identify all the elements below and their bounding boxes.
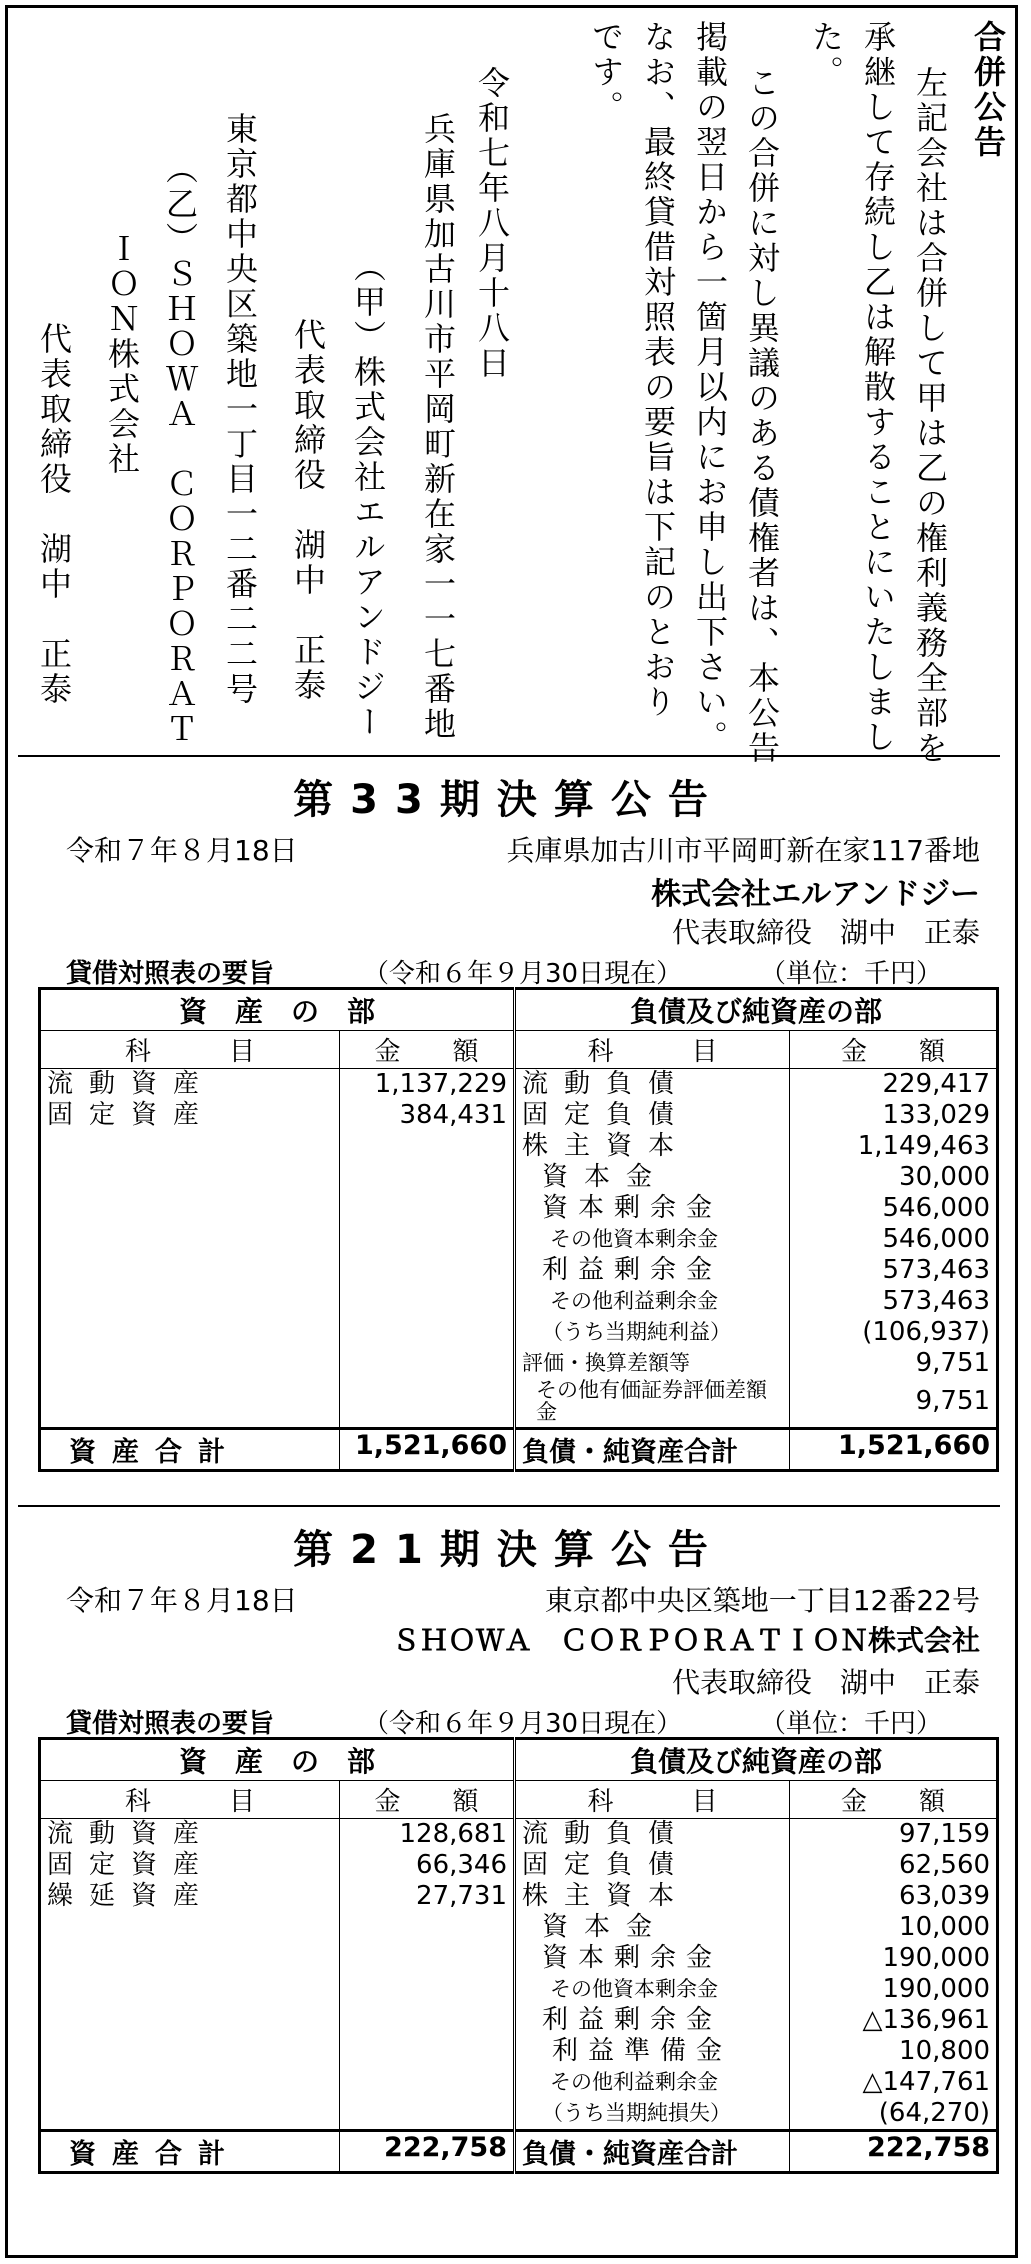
- bs-representative: 代表取締役 湖中 正泰: [671, 1666, 980, 1699]
- liabilities-section-header: 負債及び純資産の部: [515, 1739, 998, 1781]
- bs-date-address-line: [18, 825, 1000, 869]
- col-item-header: 科 目: [515, 1031, 790, 1069]
- liability-label: その他資本剰余金: [515, 1224, 790, 1255]
- asset-label: 固定資産: [47, 1850, 216, 1880]
- asset-label: 固定資産: [47, 1100, 216, 1130]
- liability-label: 流動負債: [515, 1069, 790, 1101]
- liabilities-section-header: 負債及び純資産の部: [515, 989, 998, 1031]
- total-liabilities-label: 負債・純資産合計: [515, 2131, 790, 2173]
- bs-date: 令和７年８月18日: [66, 834, 298, 867]
- bs-caption: 貸借対照表の要旨: [66, 1709, 275, 1739]
- liability-label: その他利益剰余金: [515, 2067, 790, 2098]
- total-assets-label: 資産合計: [40, 1429, 340, 1471]
- liability-value: 9,751: [790, 1379, 998, 1429]
- liability-value: (64,270): [790, 2098, 998, 2131]
- liability-label: 利益剰余金: [515, 2005, 790, 2036]
- liability-value: 133,029: [790, 1100, 998, 1131]
- liability-label: その他有価証券評価差額金: [515, 1379, 790, 1429]
- ko-address: 兵庫県加古川市平岡町新在家一一七番地: [419, 112, 457, 742]
- bs-unit: （単位：千円）: [759, 1709, 942, 1739]
- liability-label: 資本金: [515, 1912, 790, 1943]
- liability-label: 株主資本: [515, 1131, 790, 1162]
- liability-value: 573,463: [790, 1255, 998, 1286]
- asset-value: 27,731: [340, 1881, 515, 1912]
- bs-title: 第33期決算公告: [293, 777, 725, 823]
- bs-title: 第21期決算公告: [293, 1527, 725, 1573]
- bs-company-name: 株式会社エルアンドジー: [651, 877, 980, 912]
- liability-value: 9,751: [790, 1348, 998, 1379]
- ko-representative: 代表取締役 湖中 正泰: [289, 318, 327, 703]
- assets-section-header: 資 産 の 部: [40, 1739, 515, 1781]
- merger-title: 合併公告: [969, 20, 1007, 160]
- balance-sheet-33: [18, 768, 1000, 1472]
- col-amount-header: 金 額: [790, 1031, 998, 1069]
- otsu-company-name-line-2: ＩＯＮ株式会社: [103, 232, 141, 477]
- liability-value: 10,800: [790, 2036, 998, 2067]
- liability-label: （うち当期純損失）: [515, 2098, 790, 2131]
- asset-value: 384,431: [340, 1100, 515, 1131]
- liability-label: 資本剰余金: [515, 1943, 790, 1974]
- bs-caption-line: [18, 951, 1000, 987]
- liability-label: 固定負債: [515, 1850, 790, 1881]
- liability-label: 固定負債: [515, 1100, 790, 1131]
- col-amount-header: 金 額: [340, 1031, 515, 1069]
- total-assets-value: 1,521,660: [340, 1429, 515, 1471]
- liability-value: 190,000: [790, 1943, 998, 1974]
- col-item-header: 科 目: [40, 1031, 340, 1069]
- liability-value: 573,463: [790, 1286, 998, 1317]
- merger-body-line-3: た。: [807, 20, 845, 90]
- merger-body-line-2: 承継して存続し乙は解散することにいたしまし: [859, 20, 897, 755]
- total-liabilities-value: 222,758: [790, 2131, 998, 2173]
- liability-value: 97,159: [790, 1819, 998, 1851]
- liability-value: 546,000: [790, 1224, 998, 1255]
- assets-section-header: 資 産 の 部: [40, 989, 515, 1031]
- bs-period: （令和６年９月30日現在）: [363, 1709, 683, 1739]
- liability-value: 10,000: [790, 1912, 998, 1943]
- bs-caption-line: [18, 1701, 1000, 1737]
- liability-value: △147,761: [790, 2067, 998, 2098]
- liability-label: 資本剰余金: [515, 1193, 790, 1224]
- bs-caption: 貸借対照表の要旨: [66, 959, 275, 989]
- merger-date: 令和七年八月十八日: [473, 66, 511, 381]
- liability-label: 株主資本: [515, 1881, 790, 1912]
- liability-label: 評価・換算差額等: [515, 1348, 790, 1379]
- divider: [18, 1505, 1000, 1507]
- liability-value: (106,937): [790, 1317, 998, 1348]
- merger-body-line-5: 掲載の翌日から一箇月以内にお申し出下さい。: [691, 20, 729, 755]
- merger-body-line-4: この合併に対し異議のある債権者は、本公告: [743, 66, 781, 766]
- asset-value: 128,681: [340, 1819, 515, 1851]
- liability-label: 利益剰余金: [515, 1255, 790, 1286]
- liability-label: その他利益剰余金: [515, 1286, 790, 1317]
- otsu-address: 東京都中央区築地一丁目一二番二二号: [221, 112, 259, 707]
- total-assets-value: 222,758: [340, 2131, 515, 2173]
- bs-period: （令和６年９月30日現在）: [363, 959, 683, 989]
- asset-value: 1,137,229: [340, 1069, 515, 1101]
- otsu-company-name-line-1: （乙）ＳＨＯＷＡ ＣＯＲＰＯＲＡＴ: [161, 152, 199, 747]
- merger-body-line-1: 左記会社は合併して甲は乙の権利義務全部を: [911, 66, 949, 766]
- col-item-header: 科 目: [515, 1781, 790, 1819]
- bs-unit: （単位：千円）: [759, 959, 942, 989]
- bs-company-name: ＳＨＯＷＡ ＣＯＲＰＯＲＡＴＩＯＮ株式会社: [391, 1624, 980, 1657]
- liability-value: 62,560: [790, 1850, 998, 1881]
- liability-label: 流動負債: [515, 1819, 790, 1851]
- liability-value: 546,000: [790, 1193, 998, 1224]
- liability-value: 1,149,463: [790, 1131, 998, 1162]
- liability-label: （うち当期純利益）: [515, 1317, 790, 1348]
- col-amount-header: 金 額: [340, 1781, 515, 1819]
- liability-value: 30,000: [790, 1162, 998, 1193]
- ko-company-name: （甲）株式会社エルアンドジー: [349, 250, 387, 740]
- col-amount-header: 金 額: [790, 1781, 998, 1819]
- total-liabilities-label: 負債・純資産合計: [515, 1429, 790, 1471]
- bs-address: 東京都中央区築地一丁目12番22号: [544, 1584, 980, 1617]
- total-assets-label: 資産合計: [40, 2131, 340, 2173]
- col-item-header: 科 目: [40, 1781, 340, 1819]
- liability-label: 資本金: [515, 1162, 790, 1193]
- liability-label: その他資本剰余金: [515, 1974, 790, 2005]
- merger-body-line-7: です。: [587, 20, 625, 125]
- bs-date-address-line: [18, 1575, 1000, 1619]
- divider: [18, 755, 1000, 757]
- otsu-representative: 代表取締役 湖中 正泰: [35, 322, 73, 707]
- asset-label: 繰延資産: [47, 1881, 216, 1911]
- liability-value: △136,961: [790, 2005, 998, 2036]
- asset-value: 66,346: [340, 1850, 515, 1881]
- total-liabilities-value: 1,521,660: [790, 1429, 998, 1471]
- asset-label: 流動資産: [47, 1819, 216, 1849]
- balance-table: [38, 1737, 999, 2174]
- liability-value: 229,417: [790, 1069, 998, 1101]
- asset-label: 流動資産: [47, 1069, 216, 1099]
- balance-table: [38, 987, 999, 1472]
- liability-value: 63,039: [790, 1881, 998, 1912]
- balance-sheet-21: [18, 1518, 1000, 2174]
- merger-notice: [18, 20, 1008, 766]
- bs-address: 兵庫県加古川市平岡町新在家117番地: [506, 834, 980, 867]
- merger-body-line-6: なお、最終貸借対照表の要旨は下記のとおり: [639, 20, 677, 720]
- liability-label: 利益準備金: [515, 2036, 790, 2067]
- bs-date: 令和７年８月18日: [66, 1584, 298, 1617]
- bs-representative: 代表取締役 湖中 正泰: [671, 916, 980, 949]
- liability-value: 190,000: [790, 1974, 998, 2005]
